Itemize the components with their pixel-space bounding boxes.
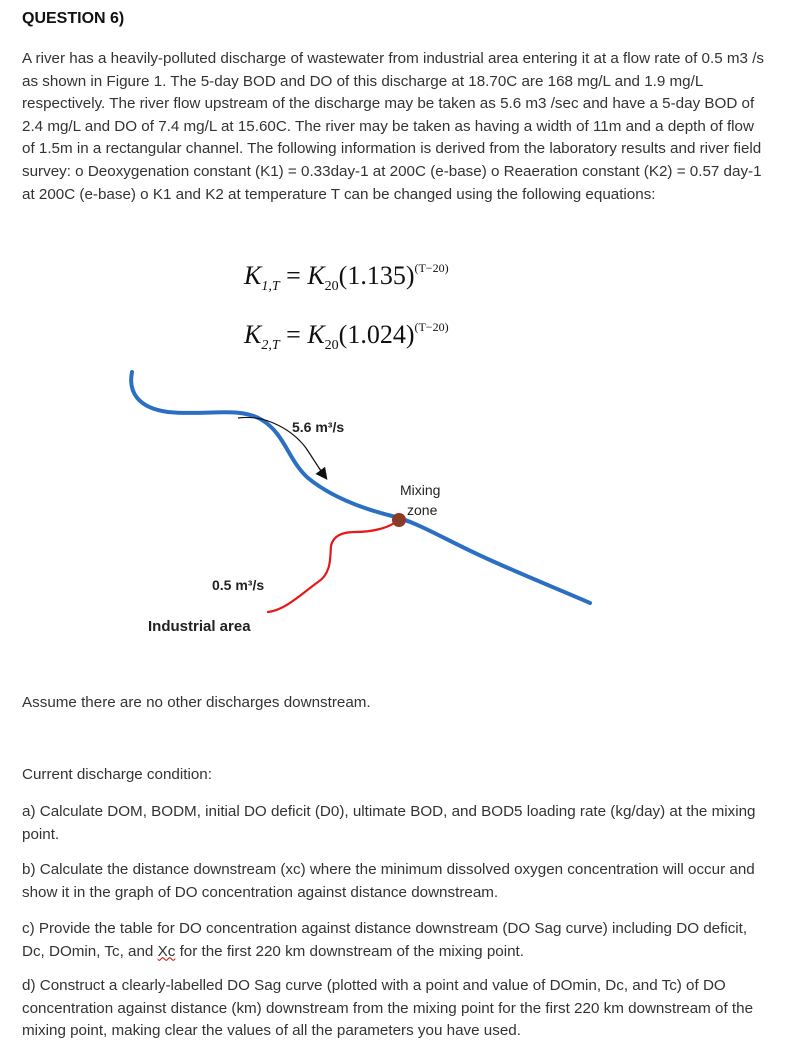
mixing-zone-label-line1: Mixing [400,482,441,498]
question-part-b: b) Calculate the distance downstream (xc) where the minimum dissolved oxygen concentration will occur and show it in the graph of DO concentration against distance downstream. [22,861,755,901]
discharge-flow-label: 0.5 m³/s [212,577,265,593]
k2-temperature-equation: $K_{2,T} = K_{20}(1.024)^{(T-20)}$ [244,320,449,353]
question-part-c: c) Provide the table for DO concentration against distance downstream (DO Sag curve) including DO deficit, Dc, DOmin, Tc, and Xc for the first 220 km downstream of the mixing point. [22,920,748,960]
spell-check-marked-term: Xc [157,942,176,960]
assumption-note: Assume there are no other discharges downstream. [22,694,371,711]
rate-constant-equations [244,248,504,366]
k1-temperature-equation: $K_{1,T} = K_{20}(1.135)^{(T-20)}$ [244,261,449,294]
condition-heading: Current discharge condition: [22,766,212,783]
river-flow-label: 5.6 m³/s [292,419,345,435]
main-river-path [131,372,590,603]
question-part-a: a) Calculate DOM, BODM, initial DO deficit (D0), ultimate BOD, and BOD5 loading rate (kg/day) at the mixing point. [22,803,756,843]
mixing-point-marker [392,513,406,527]
river-discharge-diagram [0,360,785,650]
question-title: QUESTION 6) [22,10,125,27]
industrial-discharge-path [268,520,398,612]
problem-statement: A river has a heavily-polluted discharge of wastewater from industrial area entering it at a flow rate of 0.5 m3 /s as shown in Figure 1. The 5-day BOD and DO of this discharge at 18.70C are 168 mg/L and 1.9 mg/L respectively. The river flow upstream of the discharge may be taken as 5.6 m3 /sec and have a 5-day BOD of 2.4 mg/L and DO of 7.4 mg/L at 15.60C. The river may be taken as having a width of 11m and a depth of flow of 1.5m in a rectangular channel. The following information is derived from the laboratory results and river field survey: o Deoxygenation constant (K1) = 0.33day-1 at 200C (e-base) o Reaeration constant (K2) = 0.57 day-1 at 200C (e-base) o K1 and K2 at temperature T can be changed using the following equations: [22,50,765,203]
mixing-zone-label-line2: zone [407,502,438,518]
question-part-d: d) Construct a clearly-labelled DO Sag curve (plotted with a point and value of DOmin, Dc, and Tc) of DO concentration against distance (km) downstream from the mixing point for the first 220 km downstream of the mixing point, making clear the values of all the parameters you have used. [22,977,754,1040]
industrial-area-label: Industrial area [148,618,251,635]
